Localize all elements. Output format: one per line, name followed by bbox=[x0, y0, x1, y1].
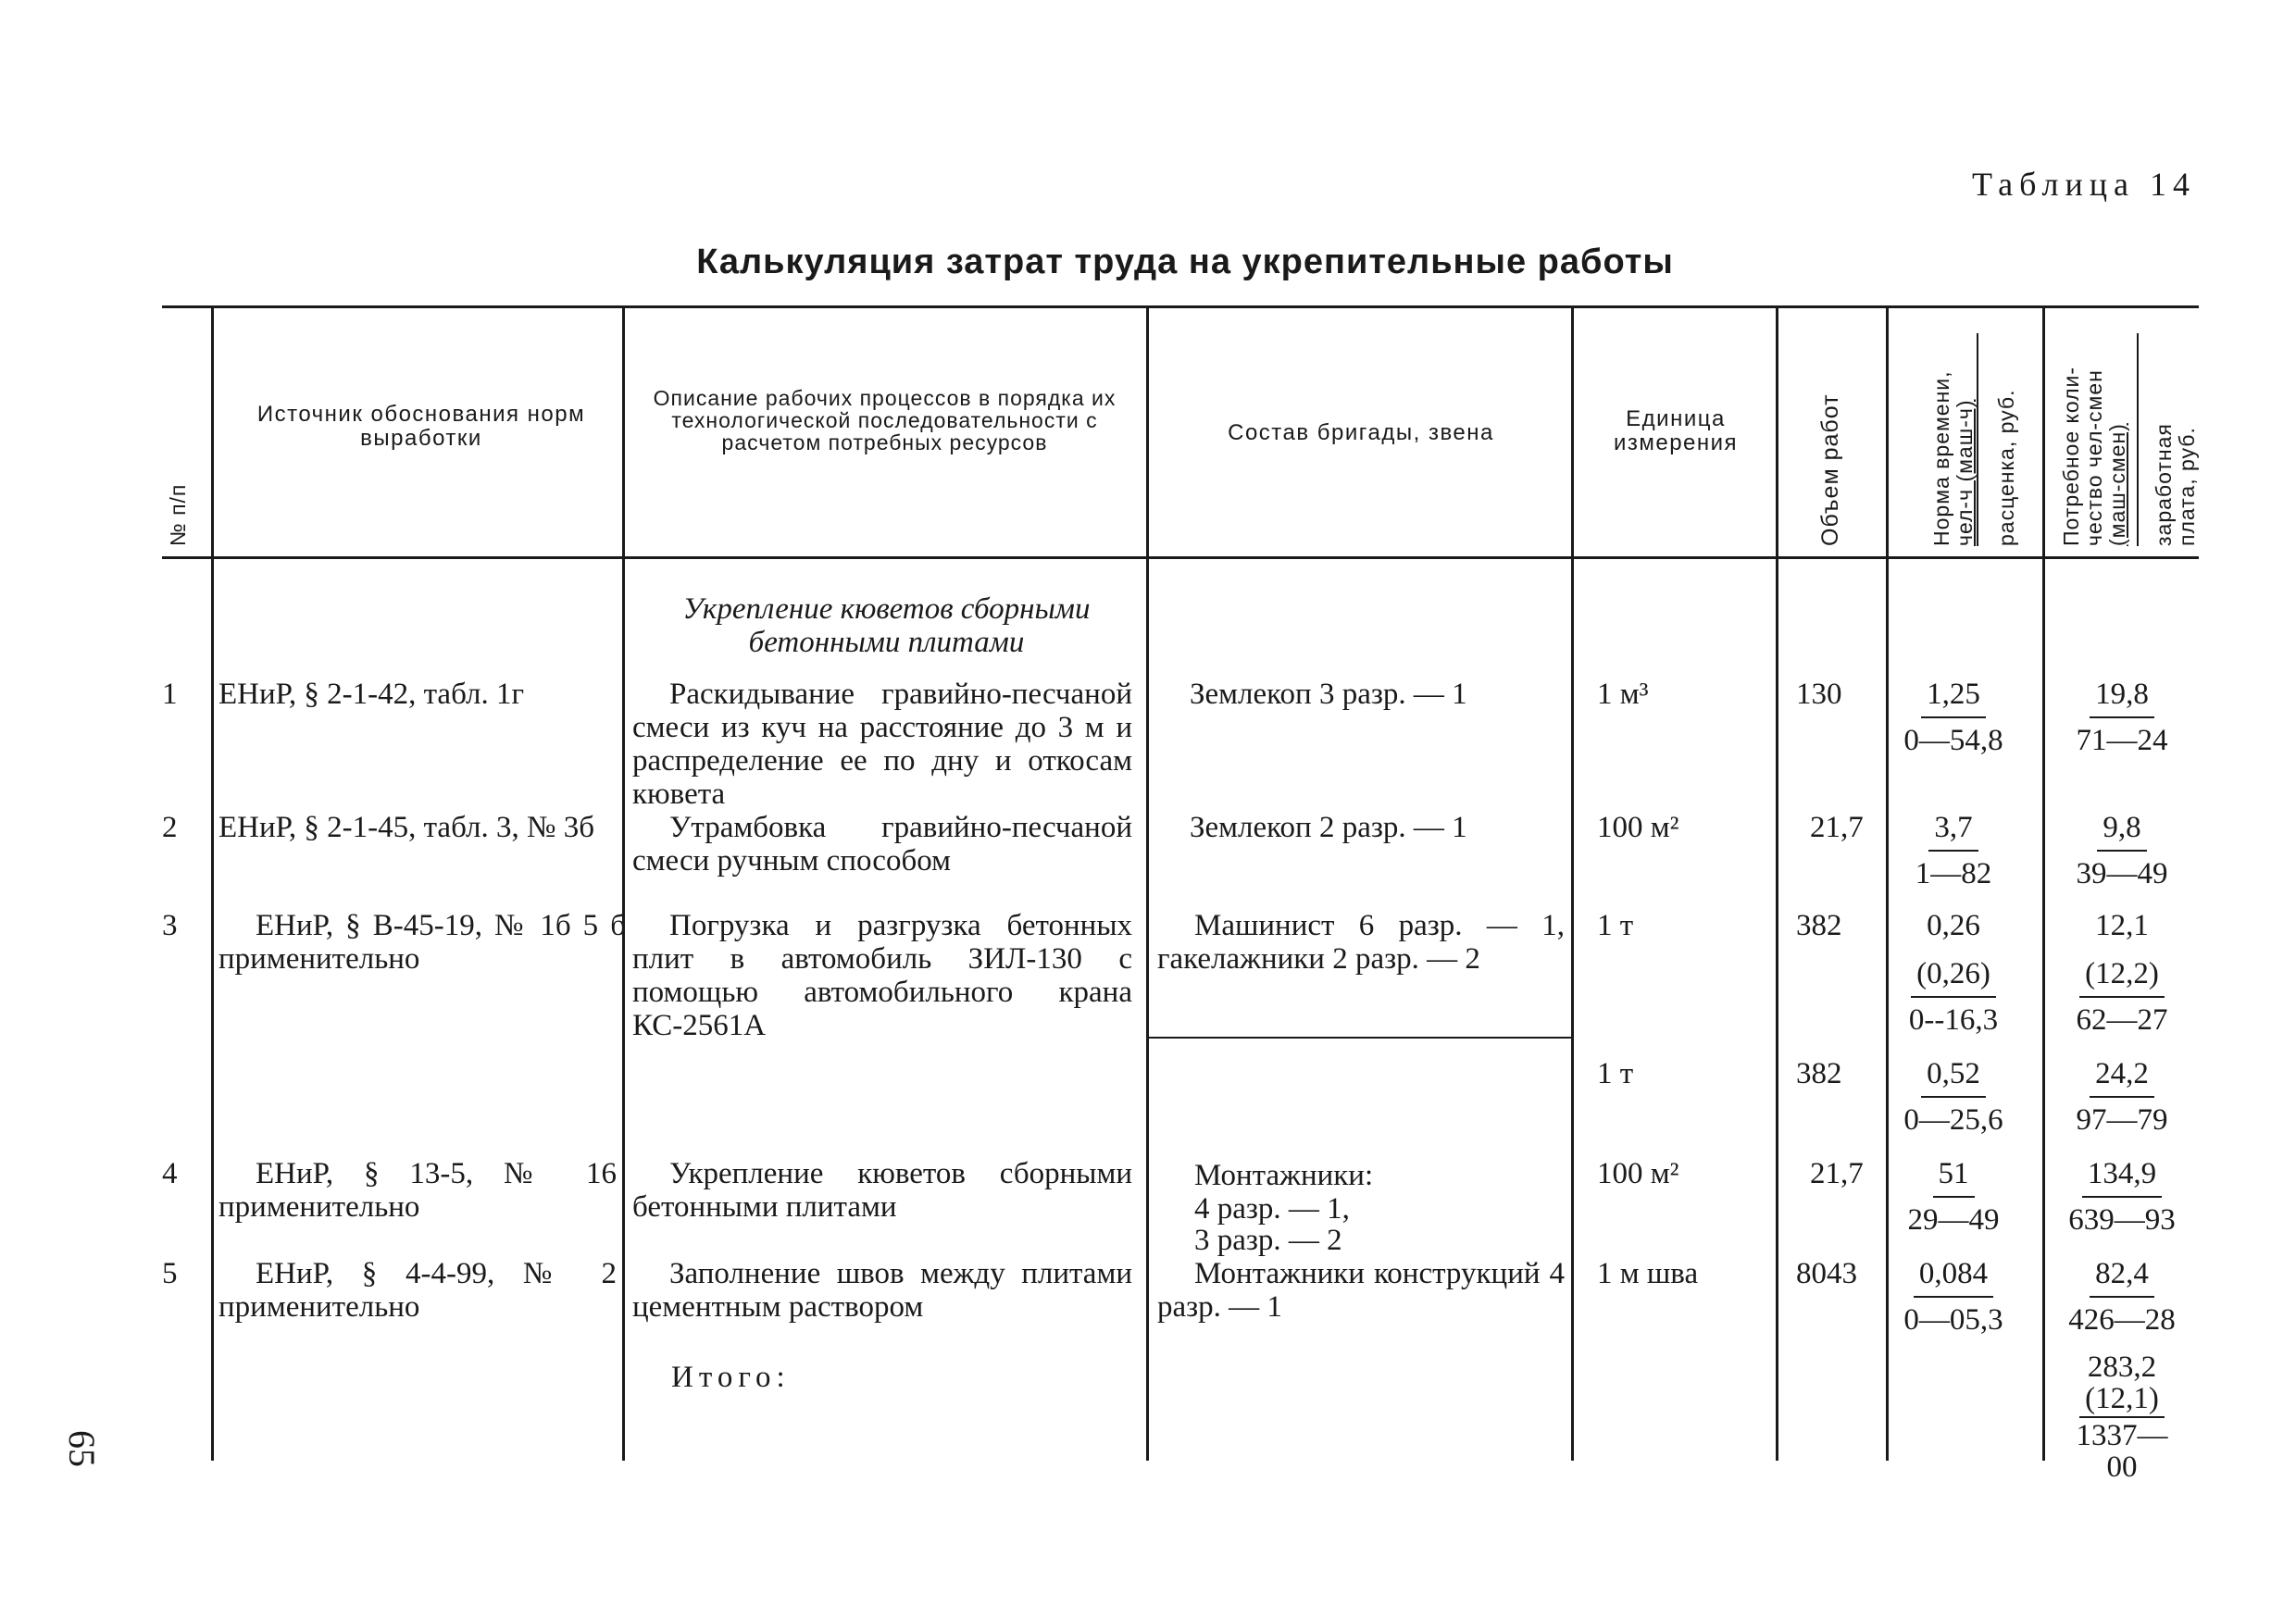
header-need-top: Потребное коли- bbox=[2059, 366, 2083, 546]
row-5-norm-value: 0,084 bbox=[1914, 1257, 1993, 1298]
row-3-norm-alt: (0,26) bbox=[1911, 957, 1996, 998]
row-3-unit: 1 т bbox=[1597, 909, 1634, 942]
row-2-source: ЕНиР, § 2-1-45, табл. 3, № 3б bbox=[218, 811, 595, 844]
col-line-2 bbox=[622, 308, 625, 1461]
top-rule bbox=[162, 305, 2199, 308]
row-5-num: 5 bbox=[162, 1257, 178, 1290]
row-1-brigade: Землекоп 3 разр. — 1 bbox=[1190, 678, 1467, 711]
col-line-1 bbox=[211, 308, 214, 1461]
row-2-volume: 21,7 bbox=[1810, 811, 1864, 844]
header-norm-mid: чел-ч (маш-ч) bbox=[1953, 399, 1977, 546]
row-5-norm bbox=[1898, 1257, 2009, 1337]
row-3b-rate-value: 0—25,6 bbox=[1903, 1103, 2003, 1137]
row-5-volume: 8043 bbox=[1796, 1257, 1857, 1290]
row-4-pay-value: 639—93 bbox=[2068, 1203, 2176, 1237]
row-4-brigade-l1: Монтажники: bbox=[1194, 1159, 1374, 1192]
row-4-unit: 100 м² bbox=[1597, 1157, 1679, 1190]
header-num: № п/п bbox=[166, 483, 190, 546]
total-label: Итого: bbox=[671, 1361, 791, 1394]
header-bottom-rule bbox=[162, 556, 2199, 559]
row-4-need-value: 134,9 bbox=[2082, 1157, 2162, 1198]
table-caption: Таблица 14 bbox=[1972, 166, 2196, 203]
row-5-rate-value: 0—05,3 bbox=[1903, 1303, 2003, 1337]
total-values bbox=[2066, 1351, 2177, 1483]
col-line-4 bbox=[1571, 308, 1574, 1461]
row-3b-unit: 1 т bbox=[1597, 1057, 1634, 1090]
norm-header-divider bbox=[1977, 333, 1978, 546]
row-4-source: ЕНиР, § 13-5, № 16 применительно bbox=[218, 1157, 617, 1224]
row-4-need bbox=[2066, 1157, 2177, 1237]
row-5-source: ЕНиР, § 4-4-99, № 2 применительно bbox=[218, 1257, 617, 1324]
row-4-brigade-l3: 3 разр. — 2 bbox=[1194, 1224, 1342, 1257]
row-3-need-alt: (12,2) bbox=[2079, 957, 2165, 998]
row-1-need-value: 19,8 bbox=[2090, 678, 2154, 718]
row-3-desc: Погрузка и разгрузка бетонных плит в автомобиль ЗИЛ-130 с помощью автомобильного крана КС-2561А bbox=[632, 909, 1132, 1042]
row-5-brigade: Монтажники конструкций 4 разр. — 1 bbox=[1157, 1257, 1565, 1324]
row-3b-volume: 382 bbox=[1796, 1057, 1842, 1090]
col-line-5 bbox=[1776, 308, 1778, 1461]
row-2-unit: 100 м² bbox=[1597, 811, 1679, 844]
row-2-num: 2 bbox=[162, 811, 178, 844]
col-line-7 bbox=[2042, 308, 2045, 1461]
row-2-desc: Утрамбовка гравийно-песчаной смеси ручным способом bbox=[632, 811, 1132, 877]
row-3b-need bbox=[2066, 1057, 2177, 1137]
col-line-6 bbox=[1886, 308, 1889, 1461]
row-5-need bbox=[2066, 1257, 2177, 1337]
header-source: Источник обоснования норм выработки bbox=[256, 402, 586, 451]
row-4-volume: 21,7 bbox=[1810, 1157, 1864, 1190]
row-1-need bbox=[2066, 678, 2177, 757]
row-1-rate-value: 0—54,8 bbox=[1903, 724, 2003, 757]
row-2-norm bbox=[1898, 811, 2009, 890]
row-3-volume: 382 bbox=[1796, 909, 1842, 942]
header-unit: Единица измерения bbox=[1613, 406, 1739, 455]
need-header-divider bbox=[2137, 333, 2139, 546]
row-4-desc: Укрепление кюветов сборными бетонными плитами bbox=[632, 1157, 1132, 1224]
header-norm-top: Норма времени, bbox=[1929, 370, 1953, 546]
row-2-norm-value: 3,7 bbox=[1928, 811, 1978, 852]
total-need: 283,2 bbox=[2087, 1350, 2157, 1384]
row-3-need-value: 12,1 bbox=[2095, 909, 2149, 942]
row-3-pay-value: 62—27 bbox=[2076, 1003, 2168, 1037]
row-1-unit: 1 м³ bbox=[1597, 678, 1649, 711]
row-2-rate-value: 1—82 bbox=[1915, 857, 1992, 890]
row-4-brigade-l2: 4 разр. — 1, bbox=[1194, 1192, 1350, 1226]
row-3-num: 3 bbox=[162, 909, 178, 942]
row-3b-need-value: 24,2 bbox=[2090, 1057, 2154, 1098]
col-line-3 bbox=[1146, 308, 1149, 1461]
row-2-brigade: Землекоп 2 разр. — 1 bbox=[1190, 811, 1467, 844]
row-1-desc: Раскидывание гравийно-песчаной смеси из куч на расстояние до 3 м и распределение ее по дну и откосам кювета bbox=[632, 678, 1132, 811]
row-3b-norm-value: 0,52 bbox=[1921, 1057, 1986, 1098]
row-3-norm bbox=[1898, 909, 2009, 1037]
row-4-num: 4 bbox=[162, 1157, 178, 1190]
header-need-bot2: плата, руб. bbox=[2175, 427, 2199, 546]
row-5-pay-value: 426—28 bbox=[2068, 1303, 2176, 1337]
row-5-need-value: 82,4 bbox=[2090, 1257, 2154, 1298]
row-3b-pay-value: 97—79 bbox=[2076, 1103, 2168, 1137]
row-3b-norm bbox=[1898, 1057, 2009, 1137]
row-1-norm bbox=[1898, 678, 2009, 757]
header-volume: Объем работ bbox=[1817, 393, 1843, 546]
row-1-num: 1 bbox=[162, 678, 178, 711]
row-5-desc: Заполнение швов между плитами цементным раствором bbox=[632, 1257, 1132, 1324]
row3-brigade-rule bbox=[1149, 1037, 1571, 1039]
header-need-mid2: (маш-смен) bbox=[2105, 423, 2129, 546]
row-4-norm bbox=[1898, 1157, 2009, 1237]
row-3-brigade: Машинист 6 разр. — 1, гакелажники 2 разр. — 2 bbox=[1157, 909, 1565, 976]
header-need-mid1: чество чел-смен bbox=[2082, 369, 2106, 546]
row-3-norm-value: 0,26 bbox=[1927, 909, 1980, 942]
row-4-norm-value: 51 bbox=[1933, 1157, 1975, 1198]
header-brigade: Состав бригады, звена bbox=[1228, 420, 1494, 445]
row-2-need-value: 9,8 bbox=[2097, 811, 2146, 852]
page-number: 65 bbox=[61, 1430, 103, 1467]
row-1-source: ЕНиР, § 2-1-42, табл. 1г bbox=[218, 678, 525, 711]
row-1-volume: 130 bbox=[1796, 678, 1842, 711]
row-1-norm-value: 1,25 bbox=[1921, 678, 1986, 718]
header-description: Описание рабочих процессов в порядка их технологической последовательности с расчетом потребных ресурсов bbox=[653, 386, 1117, 454]
row-3-source: ЕНиР, § В-45-19, № 1б 5 б применительно bbox=[218, 909, 626, 976]
total-pay: 1337—00 bbox=[2076, 1419, 2168, 1484]
row-4-rate-value: 29—49 bbox=[1907, 1203, 2000, 1237]
total-need-alt: (12,1) bbox=[2079, 1383, 2165, 1418]
row-2-need bbox=[2066, 811, 2177, 890]
header-norm-bot: расценка, руб. bbox=[1994, 389, 2018, 546]
row-3-rate-value: 0--16,3 bbox=[1908, 1003, 1999, 1037]
header-need-bot1: заработная bbox=[2152, 423, 2176, 546]
row-1-pay-value: 71—24 bbox=[2076, 724, 2168, 757]
row-2-pay-value: 39—49 bbox=[2076, 857, 2168, 890]
section-title: Укрепление кюветов сборными бетонными плитами bbox=[682, 592, 1091, 659]
row-3-need bbox=[2066, 909, 2177, 1037]
row-5-unit: 1 м шва bbox=[1597, 1257, 1699, 1290]
table-title: Калькуляция затрат труда на укрепительные работы bbox=[696, 243, 1674, 281]
